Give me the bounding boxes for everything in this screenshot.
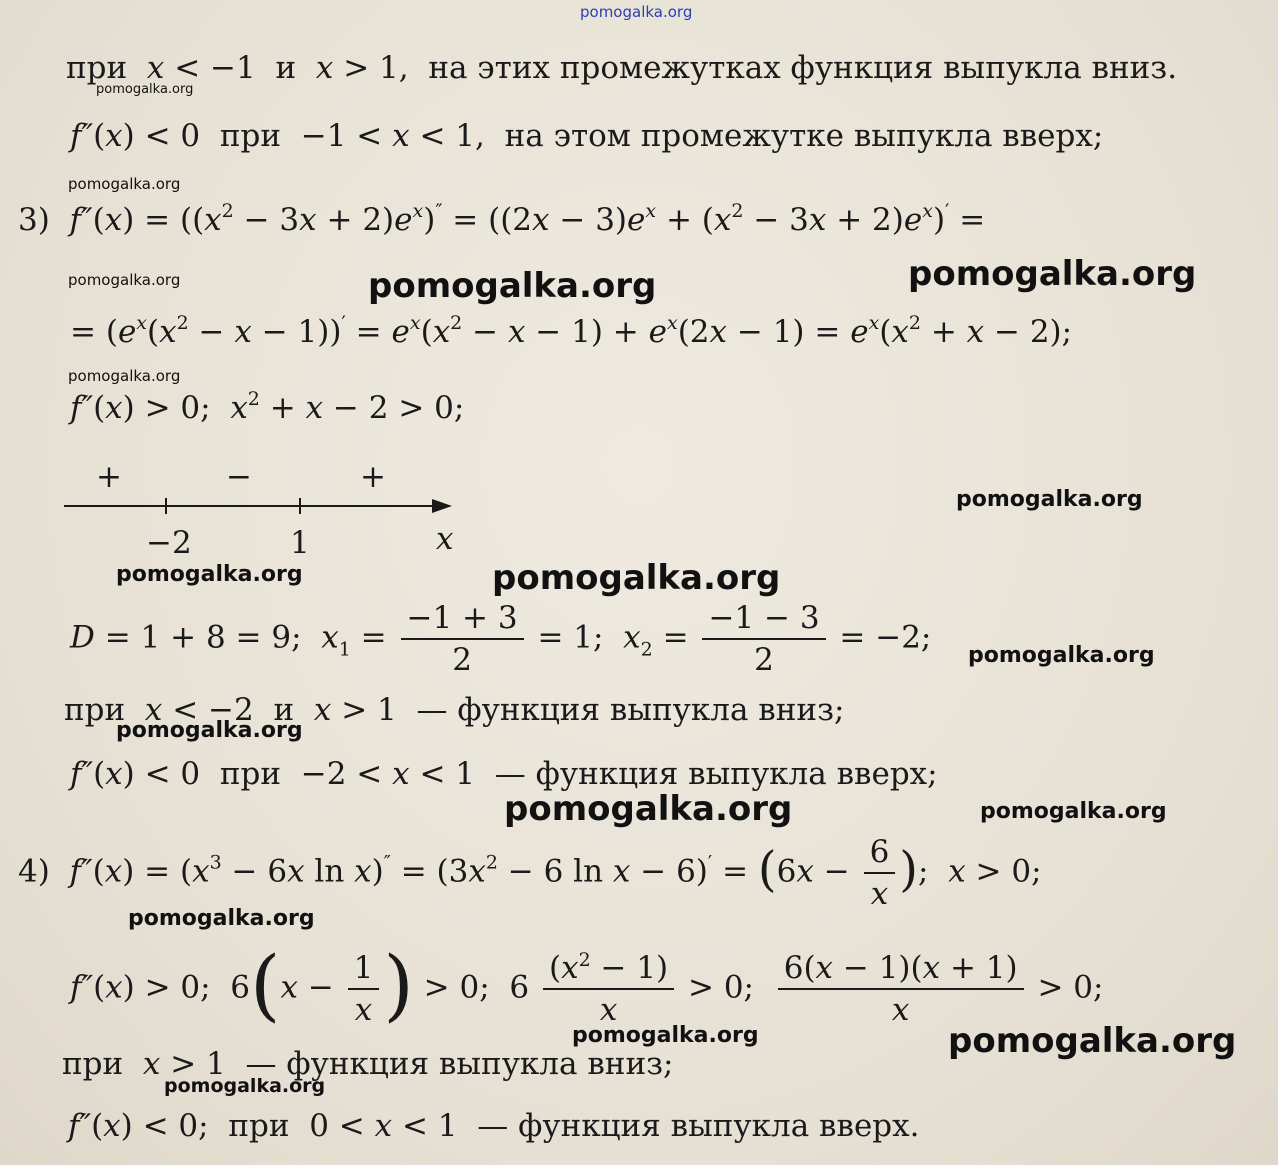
line-item4-convex-up: f″(x) < 0; при 0 < x < 1 — функция выпукла вверх. [68, 1108, 920, 1144]
line-item3-result: = $(e^x(x^2 - x - 1))' = e^x(x^2 - x - 1) + e^x(2x - 1) = e^x(x^2 + x - 2)$; [70, 312, 1073, 350]
tick-label-1: 1 [290, 525, 310, 561]
number-line-axis [60, 493, 460, 523]
word-pri: при [62, 1046, 124, 1082]
watermark: pomogalka.org [68, 271, 181, 289]
word-pri: при [64, 692, 126, 728]
word-pri: при [228, 1108, 290, 1144]
watermark: pomogalka.org [968, 643, 1155, 668]
watermark: pomogalka.org [128, 906, 315, 931]
watermark-top: pomogalka.org [580, 3, 693, 21]
sign-plus-left: + [96, 459, 122, 495]
sign-minus: − [226, 459, 252, 495]
tick-label-minus-2: −2 [146, 525, 192, 561]
line-convex-down-intervals: при x < −1 и x > 1, на этих промежутках функция выпукла вниз. [66, 50, 1178, 86]
watermark: pomogalka.org [368, 266, 657, 306]
watermark: pomogalka.org [68, 175, 181, 193]
item-number-3: 3) [18, 202, 50, 238]
line-discriminant: D = 1 + 8 = 9; $x_1$ = $\frac{-1 + 3}{2}$ = 1; $x_2$ = $\frac{-1 - 3}{2}$ = −2; [70, 600, 932, 678]
watermark: pomogalka.org [96, 82, 194, 97]
word-pri: при [66, 50, 128, 86]
watermark: pomogalka.org [948, 1021, 1237, 1061]
word-i: и [275, 50, 297, 86]
word-i: и [273, 692, 295, 728]
convex-up-text: — функция выпукла вверх; [494, 756, 938, 792]
line-item3-inequality: f″(x) > 0; $x^2 + x - 2 > 0$; [70, 388, 465, 426]
line-item3-convex-up: f″(x) < 0 при −2 < x < 1 — функция выпукла вверх; [70, 756, 938, 792]
watermark: pomogalka.org [492, 558, 781, 598]
watermark: pomogalka.org [504, 789, 793, 829]
word-pri: при [219, 756, 282, 792]
line-item3-convex-down: при x < −2 и x > 1 — функция выпукла вниз; [64, 692, 845, 728]
watermark: pomogalka.org [980, 799, 1167, 824]
convex-down-text: — функция выпукла вниз; [245, 1046, 674, 1082]
convex-down-text: — функция выпукла вниз; [416, 692, 845, 728]
line-item3-derivative: 3) $f''(x) = ((x^2 - 3x + 2)e^x)'' = ((2x - 3)e^x + (x^2 - 3x + 2)e^x)'$ = [18, 200, 986, 238]
word-pri: при [219, 118, 282, 154]
watermark: pomogalka.org [68, 367, 181, 385]
number-line [60, 455, 460, 565]
sign-plus-right: + [360, 459, 386, 495]
line-item4-convex-down: при x > 1 — функция выпукла вниз; [62, 1046, 674, 1082]
watermark: pomogalka.org [164, 1075, 326, 1097]
line-item4-derivative: 4) $f''(x) = (x^3 - 6x$ $\ln x)'' = (3x^2 - 6$ ln x − 6)′ = (6x − $\frac{6}{x}$ ); x > 0; [18, 834, 1042, 912]
watermark: pomogalka.org [572, 1023, 759, 1048]
watermark: pomogalka.org [956, 487, 1143, 512]
watermark: pomogalka.org [908, 254, 1197, 294]
axis-label-x: x [436, 521, 454, 557]
convex-up-text: — функция выпукла вверх. [477, 1108, 920, 1144]
line-item4-inequality: f″(x) > 0; 6(x − $\frac{1}{x}$ ) > 0; 6 $\frac{(x^2 - 1)}{x}$ > 0; $\frac{6(x - 1)(x + 1)}{x}$ > 0; [70, 940, 1104, 1031]
line-convex-up-interval: f″(x) < 0 при −1 < x < 1, на этом промежутке выпукла вверх; [70, 118, 1104, 154]
item-number-4: 4) [18, 853, 50, 890]
convex-down-text: на этих промежутках функция выпукла вниз. [428, 50, 1178, 86]
watermark: pomogalka.org [116, 562, 303, 587]
convex-up-text: на этом промежутке выпукла вверх; [504, 118, 1104, 154]
watermark: pomogalka.org [116, 718, 303, 743]
